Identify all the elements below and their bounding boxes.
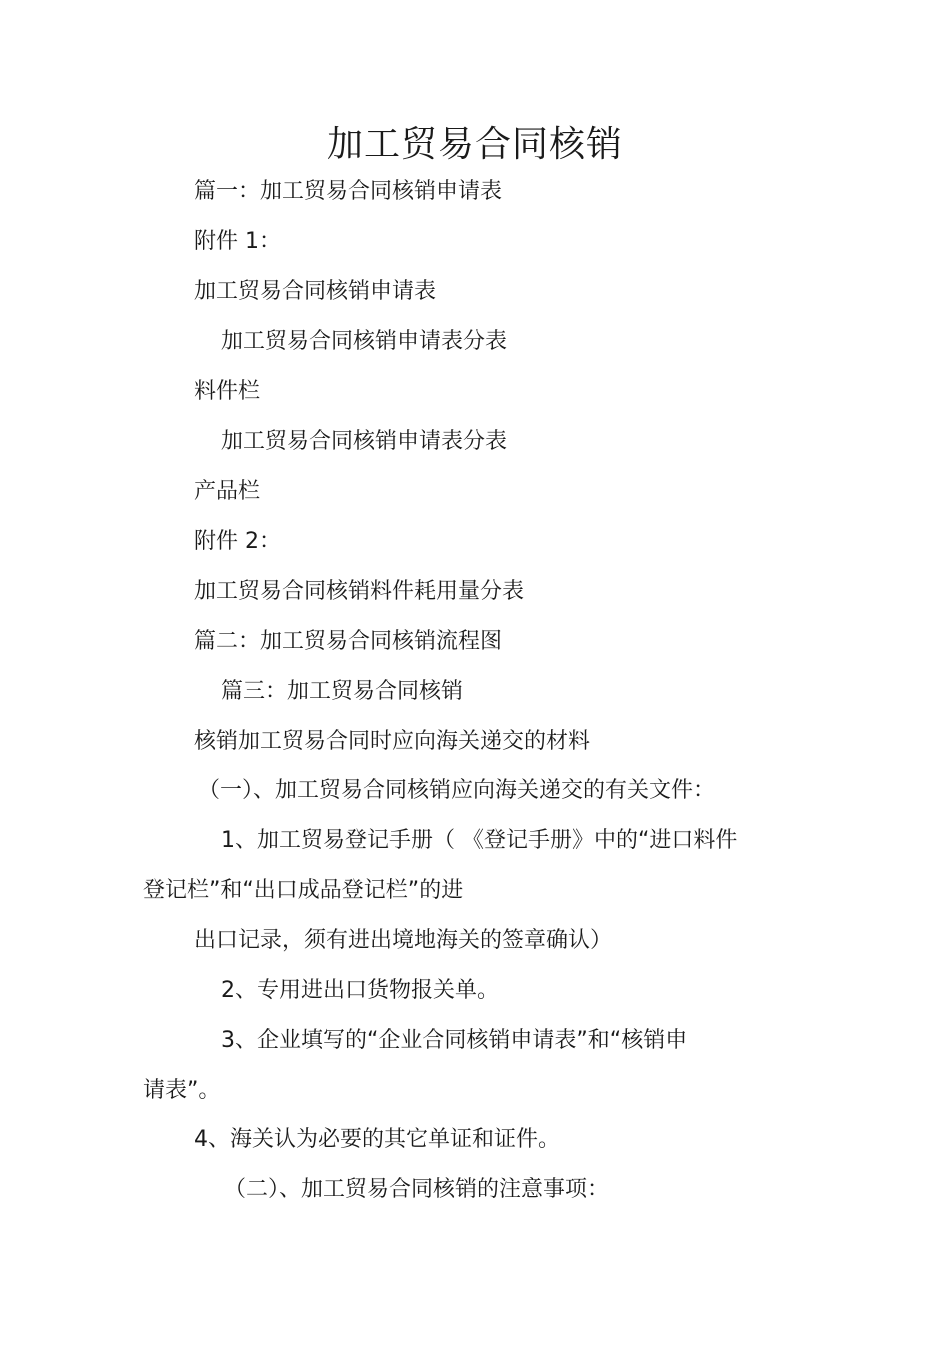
text-line: （二）、加工贸易合同核销的注意事项：: [224, 1177, 610, 1202]
text-line: 2、专用进出口货物报关单。: [221, 978, 499, 1003]
text-line: 加工贸易合同核销申请表分表: [221, 329, 508, 354]
text-line: 出口记录，须有进出境地海关的签章确认）: [194, 928, 613, 953]
text-line: 产品栏: [194, 479, 261, 504]
text-line: 核销加工贸易合同时应向海关递交的材料: [194, 729, 591, 754]
text-line: 篇三：加工贸易合同核销: [221, 679, 464, 704]
text-line: 3、企业填写的“企业合同核销申请表”和“核销申: [221, 1028, 688, 1053]
text-line: 附件 1：: [194, 229, 281, 254]
text-line: 加工贸易合同核销申请表分表: [221, 429, 508, 454]
text-line: 1、加工贸易登记手册（ 《登记手册》中的“进口料件: [221, 828, 738, 853]
text-line: 加工贸易合同核销料件耗用量分表: [194, 579, 525, 604]
text-line: 料件栏: [194, 379, 261, 404]
text-line: 请表”。: [143, 1078, 221, 1103]
text-line: （一）、加工贸易合同核销应向海关递交的有关文件：: [198, 778, 716, 803]
text-line: 篇二：加工贸易合同核销流程图: [194, 629, 503, 654]
text-line: 登记栏”和“出口成品登记栏”的进: [143, 878, 464, 903]
text-line: 篇一：加工贸易合同核销申请表: [194, 179, 503, 204]
text-line: 附件 2：: [194, 529, 281, 554]
text-line: 4、海关认为必要的其它单证和证件。: [194, 1127, 560, 1152]
document-title: 加工贸易合同核销: [326, 124, 623, 165]
text-line: 加工贸易合同核销申请表: [194, 279, 437, 304]
